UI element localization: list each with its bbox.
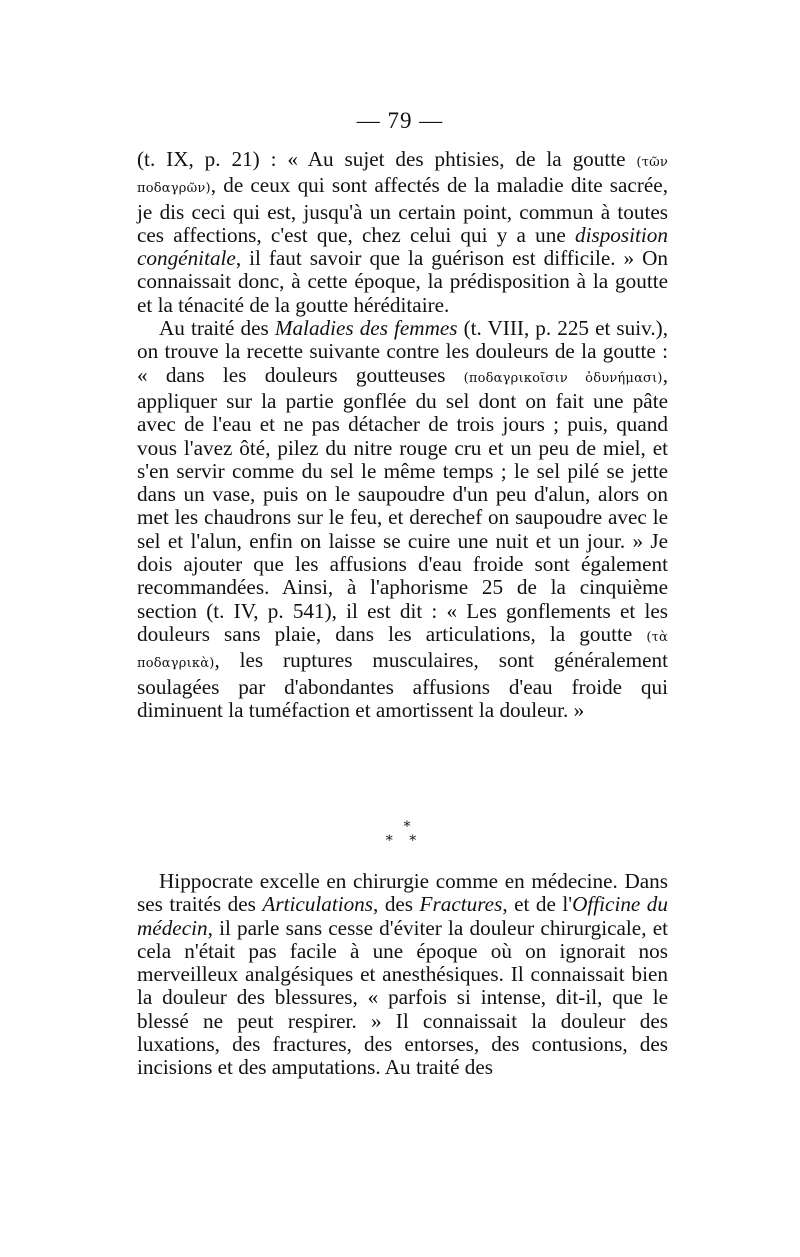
italic-term: Articulations bbox=[262, 892, 374, 917]
text-run: , des bbox=[373, 892, 420, 917]
paragraph-3 bbox=[137, 870, 668, 1080]
italic-term: disposition congénitale bbox=[137, 222, 668, 271]
text-run: , il faut savoir que la guérison est difficile. » On connaissait donc, à cette époque, la prédisposition à la goutte et la ténacité de la goutte héréditaire. bbox=[137, 246, 668, 317]
text-run: Hippocrate excelle en chirurgie comme en médecine. Dans ses traités des bbox=[137, 869, 668, 917]
italic-term: Maladies des femmes bbox=[274, 316, 458, 341]
section-separator-asterism bbox=[0, 820, 800, 848]
text-run: , les ruptures musculaires, sont généralement soulagées par d'abondantes affusions d'eau froide qui diminuent la tuméfaction et amortissent la douleur. » bbox=[137, 648, 668, 722]
greek-term: (τὰ ποδαγρικὰ) bbox=[137, 629, 668, 672]
paragraph-2 bbox=[137, 317, 668, 722]
italic-term: Officine du médecin bbox=[137, 892, 668, 940]
paragraph-1 bbox=[137, 148, 668, 317]
body-text-upper bbox=[137, 148, 668, 722]
text-run: (t. VIII, p. 225 et suiv.), on trouve la recette suivante contre les douleurs de la goutte : « dans les douleurs goutteuses bbox=[137, 316, 668, 387]
text-run: , de ceux qui sont affectés de la maladie dite sacrée, je dis ceci qui est, jusqu'à un certain point, commun à toutes ces affections, c'est que, chez celui qui y a une bbox=[137, 173, 668, 247]
text-run: (t. IX, p. 21) : « Au sujet des phtisies, de la goutte bbox=[137, 147, 637, 171]
text-run: , et de l' bbox=[502, 892, 573, 917]
page-number: — 79 — bbox=[356, 108, 444, 133]
greek-term: (ποδαγρικοῖσιν ὀδυνήμασι) bbox=[463, 370, 663, 386]
greek-term: (τῶν ποδαγρῶν) bbox=[137, 155, 668, 197]
text-run: , appliquer sur la partie gonflée du sel dont on fait une pâte avec de l'eau et ne pas détacher de trois jours ; puis, quand vous l'avez ôté, pilez du nitre rouge cru et un peu de miel, et s'en servir comme du sel le même temps ; le sel pilé se jette dans un vase, puis on le saupoudre d'un peu d'alun, alors on met les chaudrons sur le feu, et derechef on saupoudre avec le sel et l'alun, enfin on laisse se cuire une nuit et un jour. » Je dois ajouter que les affusions d'eau froide sont également recommandées. Ainsi, à l'aphorisme 25 de la cinquième section (t. IV, p. 541), il est dit : « Les gonflements et les douleurs sans plaie, dans les articulations, la goutte bbox=[137, 362, 668, 646]
body-text-lower bbox=[137, 870, 668, 1080]
italic-term: Fractures bbox=[419, 892, 503, 917]
text-run: Au traité des bbox=[159, 316, 275, 341]
asterism-bottom: * * bbox=[385, 833, 423, 849]
asterism-top: * bbox=[403, 819, 411, 835]
text-run: , il parle sans cesse d'éviter la douleur chirurgicale, et cela n'était pas facile à une époque où on ignorait nos merveilleux analgésiques et anesthésiques. Il connaissait bien la douleur des blessures, « parfois si intense, dit-il, que le blessé ne peut respirer. » Il connaissait la douleur des luxations, des fractures, des entorses, des contusions, des incisions et des amputations. Au traité des bbox=[137, 915, 668, 1080]
